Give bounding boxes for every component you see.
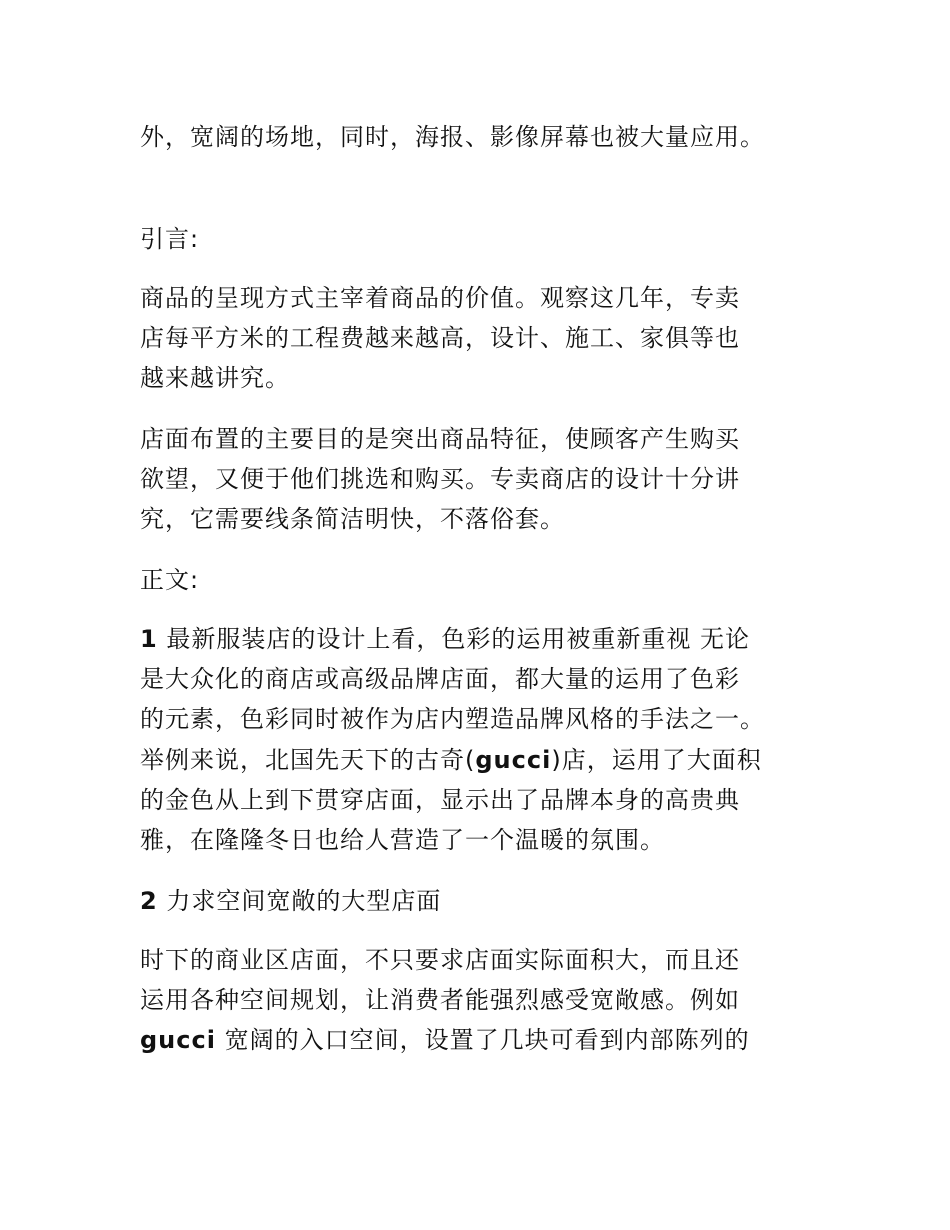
section-2-line-3-b: 宽阔的入口空间，设置了几块可看到内部陈列的 — [215, 1026, 750, 1054]
gucci-brand: gucci — [140, 1026, 216, 1054]
intro-heading: 引言: — [140, 225, 200, 253]
intro-paragraph-2-line-3: 究，它需要线条简洁明快，不落俗套。 — [140, 505, 565, 533]
section-1-line-3: 的元素，色彩同时被作为店内塑造品牌风格的手法之一。 — [140, 705, 765, 733]
section-1-line-6: 雅，在隆隆冬日也给人营造了一个温暖的氛围。 — [140, 826, 665, 854]
section-1-line-4-c: )店，运用了大面积 — [551, 746, 762, 774]
paragraph-line: 外，宽阔的场地，同时，海报、影像屏幕也被大量应用。 — [140, 123, 765, 151]
section-2-line-1: 时下的商业区店面，不只要求店面实际面积大，而且还 — [140, 946, 740, 974]
section-2-line-2: 运用各种空间规划，让消费者能强烈感受宽敞感。例如 — [140, 986, 740, 1014]
intro-paragraph-2-line-1: 店面布置的主要目的是突出商品特征，使顾客产生购买 — [140, 425, 740, 453]
gucci-brand: gucci — [475, 746, 552, 774]
section-2-line-3 — [140, 1023, 750, 1057]
section-1-line-2: 是大众化的商店或高级品牌店面，都大量的运用了色彩 — [140, 665, 740, 693]
section-1-line-5: 的金色从上到下贯穿店面，显示出了品牌本身的高贵典 — [140, 786, 740, 814]
section-2-number: 2 — [140, 887, 158, 915]
intro-paragraph-1-line-1: 商品的呈现方式主宰着商品的价值。观察这几年，专卖 — [140, 284, 740, 312]
intro-paragraph-1-line-2: 店每平方米的工程费越来越高，设计、施工、家俱等也 — [140, 324, 740, 352]
section-2-heading — [140, 884, 441, 918]
section-1-line-4-a: 举例来说，北国先天下的古奇( — [140, 746, 476, 774]
section-1-line-4 — [140, 743, 762, 777]
section-1-line-1-text: 最新服装店的设计上看，色彩的运用被重新重视 无论 — [166, 625, 750, 653]
intro-paragraph-2-line-2: 欲望，又便于他们挑选和购买。专卖商店的设计十分讲 — [140, 465, 740, 493]
section-2-heading-text: 力求空间宽敞的大型店面 — [166, 887, 442, 915]
section-1-number: 1 — [140, 625, 158, 653]
intro-paragraph-1-line-3: 越来越讲究。 — [140, 364, 290, 392]
body-heading: 正文: — [140, 566, 200, 594]
section-1-line-1 — [140, 622, 750, 656]
